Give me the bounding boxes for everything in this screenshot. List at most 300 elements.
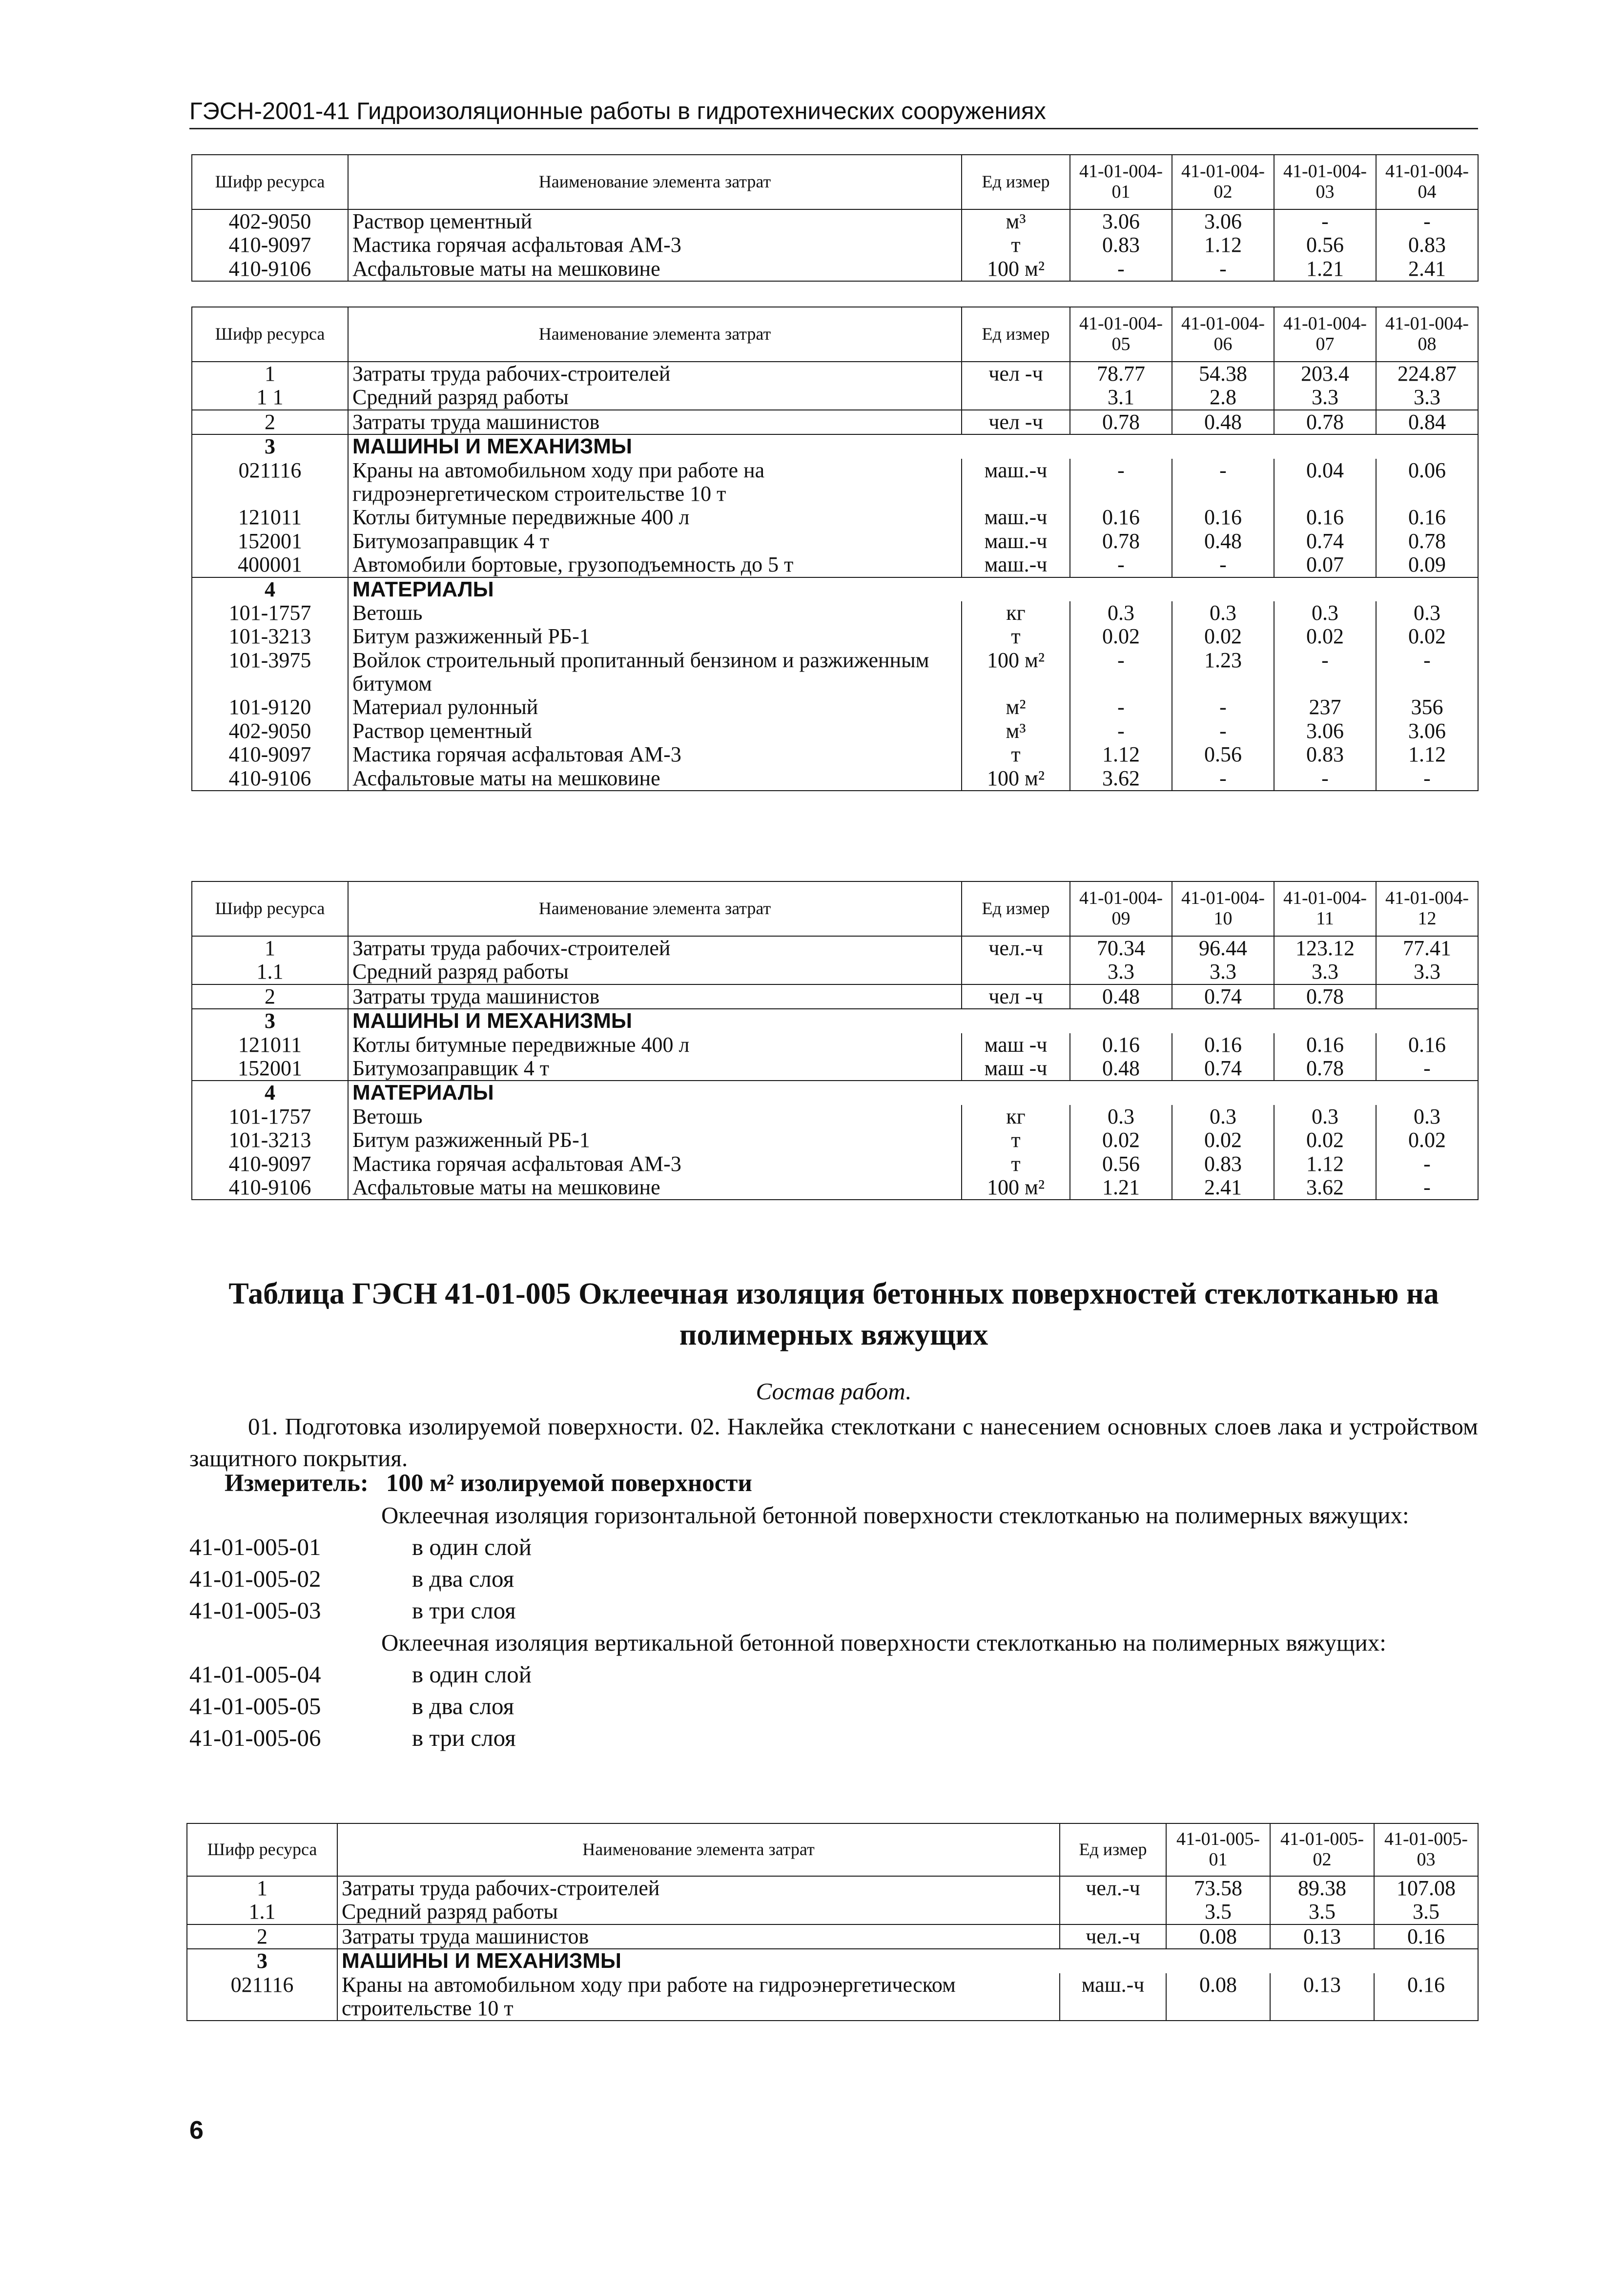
column-header-norm-code: 41-01-004-07	[1274, 307, 1376, 362]
resource-unit: т	[962, 743, 1070, 766]
norm-value: -	[1376, 1152, 1478, 1176]
work-composition-heading: Состав работ.	[756, 1378, 912, 1405]
norm-value: 0.83	[1070, 233, 1172, 257]
table-row	[192, 1152, 1478, 1176]
resource-code: 410-9106	[192, 257, 348, 281]
norm-value: 2.8	[1172, 386, 1274, 409]
norm-value: -	[1172, 719, 1274, 743]
resource-unit	[1060, 1900, 1166, 1924]
resource-code: 101-3213	[192, 625, 348, 648]
norm-value: 3.1	[1070, 386, 1172, 409]
column-header-name: Наименование элемента затрат	[348, 155, 962, 209]
table-row	[192, 410, 1478, 434]
resource-code: 152001	[192, 1057, 348, 1081]
resource-unit: чел.-ч	[962, 936, 1070, 960]
norm-value: 78.77	[1070, 362, 1172, 386]
section-heading: МАТЕРИАЛЫ	[348, 577, 1478, 601]
resource-code: 400001	[192, 553, 348, 577]
norm-value: 0.16	[1376, 1033, 1478, 1057]
resource-name: Котлы битумные передвижные 400 л	[348, 1033, 962, 1057]
table-title: Таблица ГЭСН 41-01-005 Оклеечная изоляция бетонных поверхностей стеклотканью на полимерных вяжущих	[228, 1277, 1439, 1351]
resource-code: 021116	[187, 1973, 337, 2021]
table-row	[192, 960, 1478, 984]
resource-table-004-09-12	[191, 881, 1479, 1200]
resource-name: Битумозаправщик 4 т	[348, 530, 962, 553]
table-row	[192, 233, 1478, 257]
variant-row	[189, 1722, 1478, 1754]
norm-value: -	[1274, 649, 1376, 696]
resource-name: Краны на автомобильном ходу при работе на гидроэнергетическом строительстве 10 т	[348, 459, 962, 506]
resource-name: Битум разжиженный РБ-1	[348, 1128, 962, 1152]
norm-value: 0.16	[1274, 506, 1376, 529]
norm-value: 237	[1274, 695, 1376, 719]
column-header-norm-code: 41-01-005-02	[1270, 1823, 1374, 1876]
norm-value: 0.16	[1274, 1033, 1376, 1057]
resource-code: 3	[192, 1009, 348, 1033]
norm-value: 0.3	[1070, 1105, 1172, 1128]
column-header-name: Наименование элемента затрат	[337, 1823, 1060, 1876]
norm-value: 3.06	[1376, 719, 1478, 743]
table-row	[192, 767, 1478, 791]
table-row	[192, 209, 1478, 233]
norm-value: 0.09	[1376, 553, 1478, 577]
norm-value: 0.16	[1374, 1973, 1478, 2021]
column-header-unit: Ед измер	[962, 881, 1070, 936]
resource-table-004-01-04	[191, 154, 1479, 282]
resource-unit: 100 м²	[962, 649, 1070, 696]
resource-code: 121011	[192, 1033, 348, 1057]
column-header-norm-code: 41-01-004-02	[1172, 155, 1274, 209]
column-header-code: Шифр ресурса	[192, 307, 348, 362]
norm-value: 0.08	[1166, 1924, 1270, 1949]
norm-value: -	[1070, 459, 1172, 506]
norm-value: 356	[1376, 695, 1478, 719]
resource-name: Средний разряд работы	[337, 1900, 1060, 1924]
norm-value: 0.74	[1172, 1057, 1274, 1081]
resource-name: Ветошь	[348, 1105, 962, 1128]
column-header-norm-code: 41-01-004-11	[1274, 881, 1376, 936]
variant-row	[189, 1595, 1478, 1626]
norm-value: 0.02	[1070, 625, 1172, 648]
resource-unit: чел -ч	[962, 984, 1070, 1009]
resource-code: 152001	[192, 530, 348, 553]
resource-unit: маш -ч	[962, 1033, 1070, 1057]
norm-value: 0.48	[1172, 410, 1274, 434]
norm-value: 1.21	[1274, 257, 1376, 281]
table-row	[192, 1009, 1478, 1033]
norm-value: 0.04	[1274, 459, 1376, 506]
table-row	[192, 625, 1478, 648]
column-header-norm-code: 41-01-004-04	[1376, 155, 1478, 209]
resource-code: 1.1	[192, 960, 348, 984]
norm-value: 0.3	[1274, 1105, 1376, 1128]
variant-code: 41-01-005-04	[189, 1660, 321, 1688]
table-row	[192, 506, 1478, 529]
norm-value: 1.12	[1172, 233, 1274, 257]
norm-value: 0.56	[1070, 1152, 1172, 1176]
norm-value: 3.62	[1070, 767, 1172, 791]
variant-code: 41-01-005-03	[189, 1597, 321, 1624]
variant-desc: в два слоя	[412, 1565, 514, 1593]
norm-value: 0.56	[1172, 743, 1274, 766]
resource-unit	[962, 960, 1070, 984]
resource-name: Затраты труда рабочих-строителей	[337, 1876, 1060, 1900]
norm-value: 0.02	[1376, 1128, 1478, 1152]
norm-value: 203.4	[1274, 362, 1376, 386]
column-header-norm-code: 41-01-004-01	[1070, 155, 1172, 209]
norm-value: 3.3	[1070, 960, 1172, 984]
norm-value: 0.02	[1070, 1128, 1172, 1152]
resource-name: Асфальтовые маты на мешковине	[348, 1176, 962, 1200]
resource-code: 121011	[192, 506, 348, 529]
table-row	[192, 1176, 1478, 1200]
resource-name: Котлы битумные передвижные 400 л	[348, 506, 962, 529]
resource-unit: маш.-ч	[962, 553, 1070, 577]
norm-value: 3.06	[1172, 209, 1274, 233]
resource-unit: кг	[962, 1105, 1070, 1128]
resource-unit	[962, 386, 1070, 409]
meter-line	[225, 1469, 752, 1497]
table-row	[187, 1924, 1478, 1949]
norm-value: 0.78	[1274, 1057, 1376, 1081]
resource-name: Битум разжиженный РБ-1	[348, 625, 962, 648]
resource-code: 101-3213	[192, 1128, 348, 1152]
norm-value: 0.3	[1274, 601, 1376, 625]
resource-code: 101-1757	[192, 601, 348, 625]
variants-list	[189, 1499, 1478, 1754]
resource-code: 402-9050	[192, 719, 348, 743]
norm-value: 0.74	[1274, 530, 1376, 553]
table-row	[192, 743, 1478, 766]
column-header-unit: Ед измер	[962, 155, 1070, 209]
resource-unit: м²	[962, 695, 1070, 719]
column-header-code: Шифр ресурса	[192, 881, 348, 936]
resource-unit: м³	[962, 209, 1070, 233]
norm-value: -	[1070, 695, 1172, 719]
norm-value: 1.12	[1070, 743, 1172, 766]
resource-code: 2	[187, 1924, 337, 1949]
resource-unit: чел.-ч	[1060, 1876, 1166, 1900]
norm-value: 0.07	[1274, 553, 1376, 577]
resource-name: Асфальтовые маты на мешковине	[348, 257, 962, 281]
norm-value: -	[1376, 209, 1478, 233]
norm-value: 3.5	[1166, 1900, 1270, 1924]
norm-value: -	[1070, 553, 1172, 577]
resource-name: Средний разряд работы	[348, 386, 962, 409]
norm-value: 0.3	[1172, 1105, 1274, 1128]
resource-code: 1	[192, 936, 348, 960]
norm-value: 1.23	[1172, 649, 1274, 696]
norm-value: -	[1376, 649, 1478, 696]
resource-code: 2	[192, 410, 348, 434]
norm-value: 0.16	[1172, 506, 1274, 529]
table-row	[192, 719, 1478, 743]
resource-code: 1 1	[192, 386, 348, 409]
table-row	[187, 1876, 1478, 1900]
variant-row	[189, 1563, 1478, 1595]
column-header-norm-code: 41-01-004-12	[1376, 881, 1478, 936]
table-row	[192, 1057, 1478, 1081]
norm-value: -	[1172, 553, 1274, 577]
variant-desc: в один слой	[412, 1534, 532, 1561]
norm-value: 0.02	[1274, 625, 1376, 648]
table-row	[187, 1973, 1478, 2021]
norm-value: 0.48	[1070, 984, 1172, 1009]
section-heading: МАШИНЫ И МЕХАНИЗМЫ	[348, 1009, 1478, 1033]
table-row	[192, 577, 1478, 601]
resource-name: Затраты труда машинистов	[337, 1924, 1060, 1949]
resource-code: 1	[192, 362, 348, 386]
norm-value: 3.06	[1070, 209, 1172, 233]
variant-desc: в три слоя	[412, 1724, 516, 1752]
norm-value: 0.02	[1172, 625, 1274, 648]
norm-value: 3.5	[1270, 1900, 1374, 1924]
column-header-name: Наименование элемента затрат	[348, 881, 962, 936]
resource-table-005-01-03	[186, 1823, 1479, 2021]
norm-value: 0.78	[1274, 984, 1376, 1009]
table-row	[192, 936, 1478, 960]
resource-name: Ветошь	[348, 601, 962, 625]
resource-name: Раствор цементный	[348, 719, 962, 743]
variant-row	[189, 1531, 1478, 1563]
norm-value: 0.83	[1376, 233, 1478, 257]
resource-unit: маш.-ч	[962, 459, 1070, 506]
resource-unit: т	[962, 625, 1070, 648]
norm-value: 3.06	[1274, 719, 1376, 743]
resource-code: 1	[187, 1876, 337, 1900]
variant-code: 41-01-005-01	[189, 1534, 321, 1561]
table-row	[192, 649, 1478, 696]
resource-unit: 100 м²	[962, 1176, 1070, 1200]
variant-desc: в один слой	[412, 1660, 532, 1688]
norm-value: -	[1070, 649, 1172, 696]
table-row	[192, 1128, 1478, 1152]
variant-code: 41-01-005-06	[189, 1724, 321, 1752]
norm-value: -	[1172, 767, 1274, 791]
section-heading: МАШИНЫ И МЕХАНИЗМЫ	[337, 1949, 1478, 1973]
resource-code: 4	[192, 577, 348, 601]
norm-value: 0.02	[1172, 1128, 1274, 1152]
resource-code: 3	[187, 1949, 337, 1973]
resource-unit: маш.-ч	[1060, 1973, 1166, 2021]
resource-name: Затраты труда рабочих-строителей	[348, 362, 962, 386]
norm-value: 3.5	[1374, 1900, 1478, 1924]
resource-name: Затраты труда машинистов	[348, 410, 962, 434]
column-header-norm-code: 41-01-004-08	[1376, 307, 1478, 362]
resource-name: Затраты труда рабочих-строителей	[348, 936, 962, 960]
resource-code: 1.1	[187, 1900, 337, 1924]
norm-value: 0.3	[1172, 601, 1274, 625]
norm-value: -	[1376, 1057, 1478, 1081]
norm-value: 0.3	[1376, 1105, 1478, 1128]
resource-unit: кг	[962, 601, 1070, 625]
norm-value: 0.78	[1070, 530, 1172, 553]
running-header: ГЭСН-2001-41 Гидроизоляционные работы в гидротехнических сооружениях	[189, 98, 1478, 129]
resource-code: 101-3975	[192, 649, 348, 696]
table-row	[187, 1900, 1478, 1924]
column-header-unit: Ед измер	[962, 307, 1070, 362]
section-heading: МАТЕРИАЛЫ	[348, 1081, 1478, 1104]
norm-value: 54.38	[1172, 362, 1274, 386]
resource-unit: 100 м²	[962, 767, 1070, 791]
norm-value: 107.08	[1374, 1876, 1478, 1900]
column-header-norm-code: 41-01-005-03	[1374, 1823, 1478, 1876]
resource-code: 410-9106	[192, 1176, 348, 1200]
table-row	[192, 459, 1478, 506]
table-row	[192, 434, 1478, 458]
norm-value: 0.16	[1376, 506, 1478, 529]
norm-value: 2.41	[1172, 1176, 1274, 1200]
norm-value: 2.41	[1376, 257, 1478, 281]
norm-value: 0.3	[1070, 601, 1172, 625]
resource-code: 410-9097	[192, 1152, 348, 1176]
norm-value: 3.3	[1172, 960, 1274, 984]
table-row	[187, 1949, 1478, 1973]
variant-code: 41-01-005-02	[189, 1565, 321, 1593]
norm-value: -	[1172, 695, 1274, 719]
resource-unit: чел -ч	[962, 362, 1070, 386]
resource-name: Асфальтовые маты на мешковине	[348, 767, 962, 791]
norm-value: 0.06	[1376, 459, 1478, 506]
norm-value: 123.12	[1274, 936, 1376, 960]
column-header-norm-code: 41-01-004-06	[1172, 307, 1274, 362]
resource-code: 101-9120	[192, 695, 348, 719]
norm-value: 89.38	[1270, 1876, 1374, 1900]
resource-unit: маш -ч	[962, 1057, 1070, 1081]
resource-code: 3	[192, 434, 348, 458]
resource-unit: чел.-ч	[1060, 1924, 1166, 1949]
norm-value: -	[1376, 767, 1478, 791]
resource-code: 021116	[192, 459, 348, 506]
norm-value: 0.83	[1274, 743, 1376, 766]
column-header-code: Шифр ресурса	[192, 155, 348, 209]
resource-unit: м³	[962, 719, 1070, 743]
resource-name: Мастика горячая асфальтовая АМ-3	[348, 743, 962, 766]
resource-unit: маш.-ч	[962, 506, 1070, 529]
norm-value: 0.74	[1172, 984, 1274, 1009]
variant-row	[189, 1690, 1478, 1722]
resource-unit: 100 м²	[962, 257, 1070, 281]
norm-value: 0.13	[1270, 1924, 1374, 1949]
norm-value: 3.3	[1274, 960, 1376, 984]
norm-value: 73.58	[1166, 1876, 1270, 1900]
variant-code: 41-01-005-05	[189, 1692, 321, 1719]
norm-value: 0.78	[1070, 410, 1172, 434]
resource-name: Материал рулонный	[348, 695, 962, 719]
column-header-norm-code: 41-01-004-09	[1070, 881, 1172, 936]
resource-unit: т	[962, 233, 1070, 257]
norm-value: 3.62	[1274, 1176, 1376, 1200]
norm-value: 0.02	[1274, 1128, 1376, 1152]
norm-value: 0.3	[1376, 601, 1478, 625]
resource-name: Краны на автомобильном ходу при работе на гидроэнергетическом строительстве 10 т	[337, 1973, 1060, 2021]
resource-name: Мастика горячая асфальтовая АМ-3	[348, 1152, 962, 1176]
resource-name: Затраты труда машинистов	[348, 984, 962, 1009]
variant-group-vertical: Оклеечная изоляция вертикальной бетонной поверхности стеклотканью на полимерных вяжущих:	[381, 1629, 1386, 1656]
meter-label: Измеритель:	[225, 1470, 369, 1497]
resource-code: 4	[192, 1081, 348, 1104]
table-row	[192, 1081, 1478, 1104]
column-header-code: Шифр ресурса	[187, 1823, 337, 1876]
section-heading: МАШИНЫ И МЕХАНИЗМЫ	[348, 434, 1478, 458]
column-header-norm-code: 41-01-004-10	[1172, 881, 1274, 936]
table-row	[192, 601, 1478, 625]
resource-name: Битумозаправщик 4 т	[348, 1057, 962, 1081]
resource-code: 410-9097	[192, 743, 348, 766]
table-row	[192, 257, 1478, 281]
norm-value: 0.02	[1376, 625, 1478, 648]
norm-value: 0.16	[1070, 1033, 1172, 1057]
resource-table-004-05-08	[191, 307, 1479, 791]
resource-name: Мастика горячая асфальтовая АМ-3	[348, 233, 962, 257]
norm-value: 0.08	[1166, 1973, 1270, 2021]
norm-value: -	[1172, 459, 1274, 506]
norm-value: 77.41	[1376, 936, 1478, 960]
table-row	[192, 553, 1478, 577]
column-header-norm-code: 41-01-004-05	[1070, 307, 1172, 362]
norm-value: 3.3	[1274, 386, 1376, 409]
resource-name: Автомобили бортовые, грузоподъемность до 5 т	[348, 553, 962, 577]
variant-desc: в три слоя	[412, 1597, 516, 1624]
norm-value: 1.12	[1274, 1152, 1376, 1176]
norm-value: 0.83	[1172, 1152, 1274, 1176]
resource-code: 410-9097	[192, 233, 348, 257]
table-row	[192, 386, 1478, 409]
resource-name: Средний разряд работы	[348, 960, 962, 984]
norm-value: 0.56	[1274, 233, 1376, 257]
table-row	[192, 362, 1478, 386]
resource-unit: т	[962, 1128, 1070, 1152]
page-number: 6	[189, 2116, 204, 2145]
table-row	[192, 1033, 1478, 1057]
norm-value: 3.3	[1376, 386, 1478, 409]
meter-value: 100 м² изолируемой поверхности	[386, 1470, 752, 1497]
column-header-unit: Ед измер	[1060, 1823, 1166, 1876]
table-row	[192, 1105, 1478, 1128]
variant-desc: в два слоя	[412, 1692, 514, 1719]
norm-value: 0.16	[1374, 1924, 1478, 1949]
column-header-norm-code: 41-01-005-01	[1166, 1823, 1270, 1876]
norm-value: 0.48	[1172, 530, 1274, 553]
variant-row	[189, 1658, 1478, 1690]
column-header-name: Наименование элемента затрат	[348, 307, 962, 362]
resource-code: 402-9050	[192, 209, 348, 233]
work-composition-text: 01. Подготовка изолируемой поверхности. 02. Наклейка стеклоткани с нанесением основных слоев лака и устройством защитного покрытия.	[189, 1413, 1478, 1472]
norm-value: 224.87	[1376, 362, 1478, 386]
table-row	[192, 695, 1478, 719]
norm-value: 0.78	[1376, 530, 1478, 553]
resource-code: 410-9106	[192, 767, 348, 791]
norm-value: 3.3	[1376, 960, 1478, 984]
resource-unit: маш.-ч	[962, 530, 1070, 553]
norm-value: -	[1172, 257, 1274, 281]
variant-group-horizontal: Оклеечная изоляция горизонтальной бетонной поверхности стеклотканью на полимерных вяжущих:	[381, 1502, 1409, 1529]
norm-value: -	[1376, 1176, 1478, 1200]
norm-value: 1.21	[1070, 1176, 1172, 1200]
norm-value: -	[1070, 257, 1172, 281]
norm-value: 1.12	[1376, 743, 1478, 766]
norm-value	[1376, 984, 1478, 1009]
norm-value: 0.16	[1070, 506, 1172, 529]
column-header-norm-code: 41-01-004-03	[1274, 155, 1376, 209]
norm-value: -	[1274, 209, 1376, 233]
resource-unit: т	[962, 1152, 1070, 1176]
resource-unit: чел -ч	[962, 410, 1070, 434]
norm-value: 0.48	[1070, 1057, 1172, 1081]
norm-value: 96.44	[1172, 936, 1274, 960]
norm-value: -	[1274, 767, 1376, 791]
table-row	[192, 984, 1478, 1009]
